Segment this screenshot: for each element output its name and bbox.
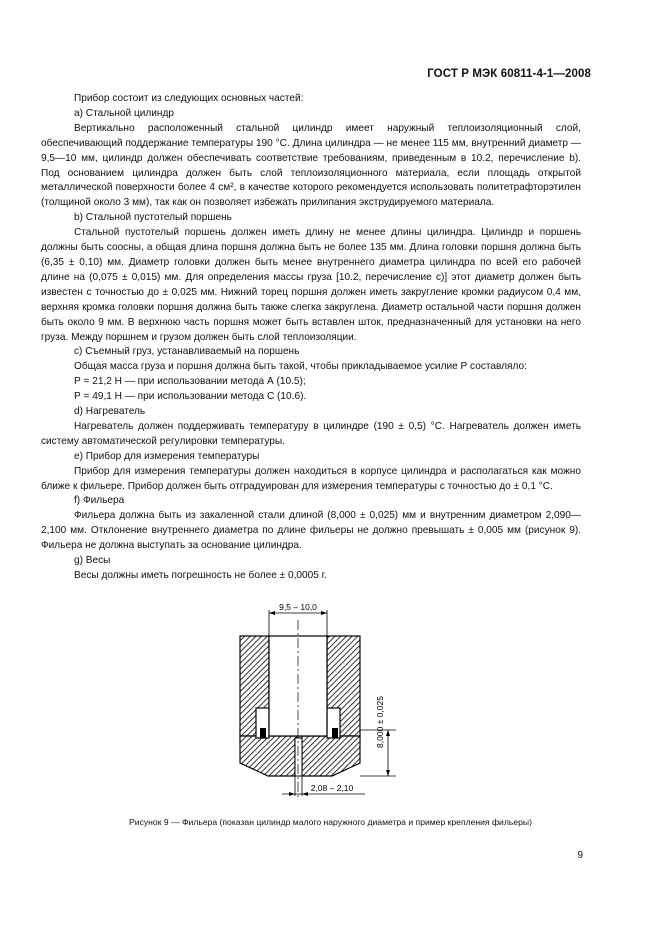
paragraph: Весы должны иметь погрешность не более ± 0,0005 г.	[74, 570, 327, 581]
dim-top-label: 9,5 – 10,0	[279, 602, 317, 612]
die-figure	[220, 598, 420, 808]
list-label: f) Фильера	[74, 495, 125, 507]
dim-right-label: 8,000 ± 0,025	[375, 696, 385, 748]
list-label: Р = 21,2 Н — при использовании метода А (10.5);	[74, 376, 306, 388]
list-label: g) Весы	[74, 555, 111, 567]
list-label: Р = 49,1 Н — при использовании метода С (10.6).	[74, 391, 307, 403]
die-orifice	[295, 738, 302, 776]
page-number: 9	[577, 850, 583, 861]
list-label: b) Стальной пустотелый поршень	[74, 212, 232, 224]
die-notch-left	[260, 728, 266, 738]
paragraph: Прибор состоит из следующих основных частей:	[74, 93, 304, 104]
paragraph: Нагреватель должен поддерживать температуру в цилиндре (190 ± 0,5) °С. Нагреватель должен иметь систему автоматической регулировки температуры.	[41, 420, 581, 447]
list-label: е) Прибор для измерения температуры	[74, 450, 260, 462]
figure-caption: Рисунок 9 — Фильера (показан цилиндр малого наружного диаметра и пример крепления фильеры)	[129, 817, 532, 827]
die-notch-right	[332, 728, 338, 738]
paragraph: Стальной пустотелый поршень должен иметь длину не менее длины цилиндра. Цилиндр и поршень должны быть соосны, а общая длина поршня должна быть не более 135 мм. Длина головки поршня должна быть (6,35 ± 0,10) мм. Диаметр головки должен быть менее внутреннего диаметра цилиндра по всей его рабочей длине на (0,075 ± 0,015) мм. Для определения массы груза [10.2, перечисление с)] этот диаметр должен быть известен с точностью до ± 0,025 мм. Нижний торец поршня должен иметь закругление кромки радиусом 0,4 мм, верхняя кромка головки поршня должна быть также слегка закруглена. Диаметр остальной части поршня должен быть около 9 мм. В верхнюю часть поршня может быть вставлен шток, предназначенный для установки на него груза. Между поршнем и грузом должен быть слой теплоизоляции.	[41, 227, 581, 343]
dim-bottom-label: 2,08 – 2,10	[310, 783, 354, 793]
list-label: а) Стальной цилиндр	[74, 107, 174, 119]
list-label: с) Съемный груз, устанавливаемый на поршень	[74, 346, 300, 358]
paragraph: Прибор для измерения температуры должен находиться в корпусе цилиндра и располагаться как можно ближе к фильере. Прибор должен быть отградуирован для измерения температуры с точностью до ± 0,1 °С.	[41, 465, 581, 492]
paragraph: Общая масса груза и поршня должна быть такой, чтобы прикладываемое усилие Р составляло:	[74, 361, 527, 373]
paragraph: Вертикально расположенный стальной цилиндр имеет наружный теплоизоляционный слой, обеспечивающий поддержание температуры 190 °С. Длина цилиндра — не менее 115 мм, внутренний диаметр — 9,5—10 мм, цилиндр должен обеспечивать соответствие требованиям, приведенным в 10.2, перечисление b). Под основанием цилиндра должен быть слой теплоизоляционного материала, если площадь открытой металлической поверхности более 4 см², в качестве которого рекомендуется использовать политетрафторэтилен (толщиной около 3 мм), так как он позволяет избежать прилипания экструдируемого материала.	[41, 122, 581, 209]
list-label: d) Нагреватель	[74, 406, 146, 418]
paragraph: Фильера должна быть из закаленной стали длиной (8,000 ± 0,025) мм и внутренним диаметром 2,090—2,100 мм. Отклонение внутреннего диаметра по длине фильеры не должно превышать ± 0,005 мм (рисунок 9). Фильера не должна выступать за основание цилиндра.	[41, 510, 581, 552]
document-body	[41, 92, 581, 584]
document-header: ГОСТ Р МЭК 60811-4-1—2008	[427, 68, 591, 80]
